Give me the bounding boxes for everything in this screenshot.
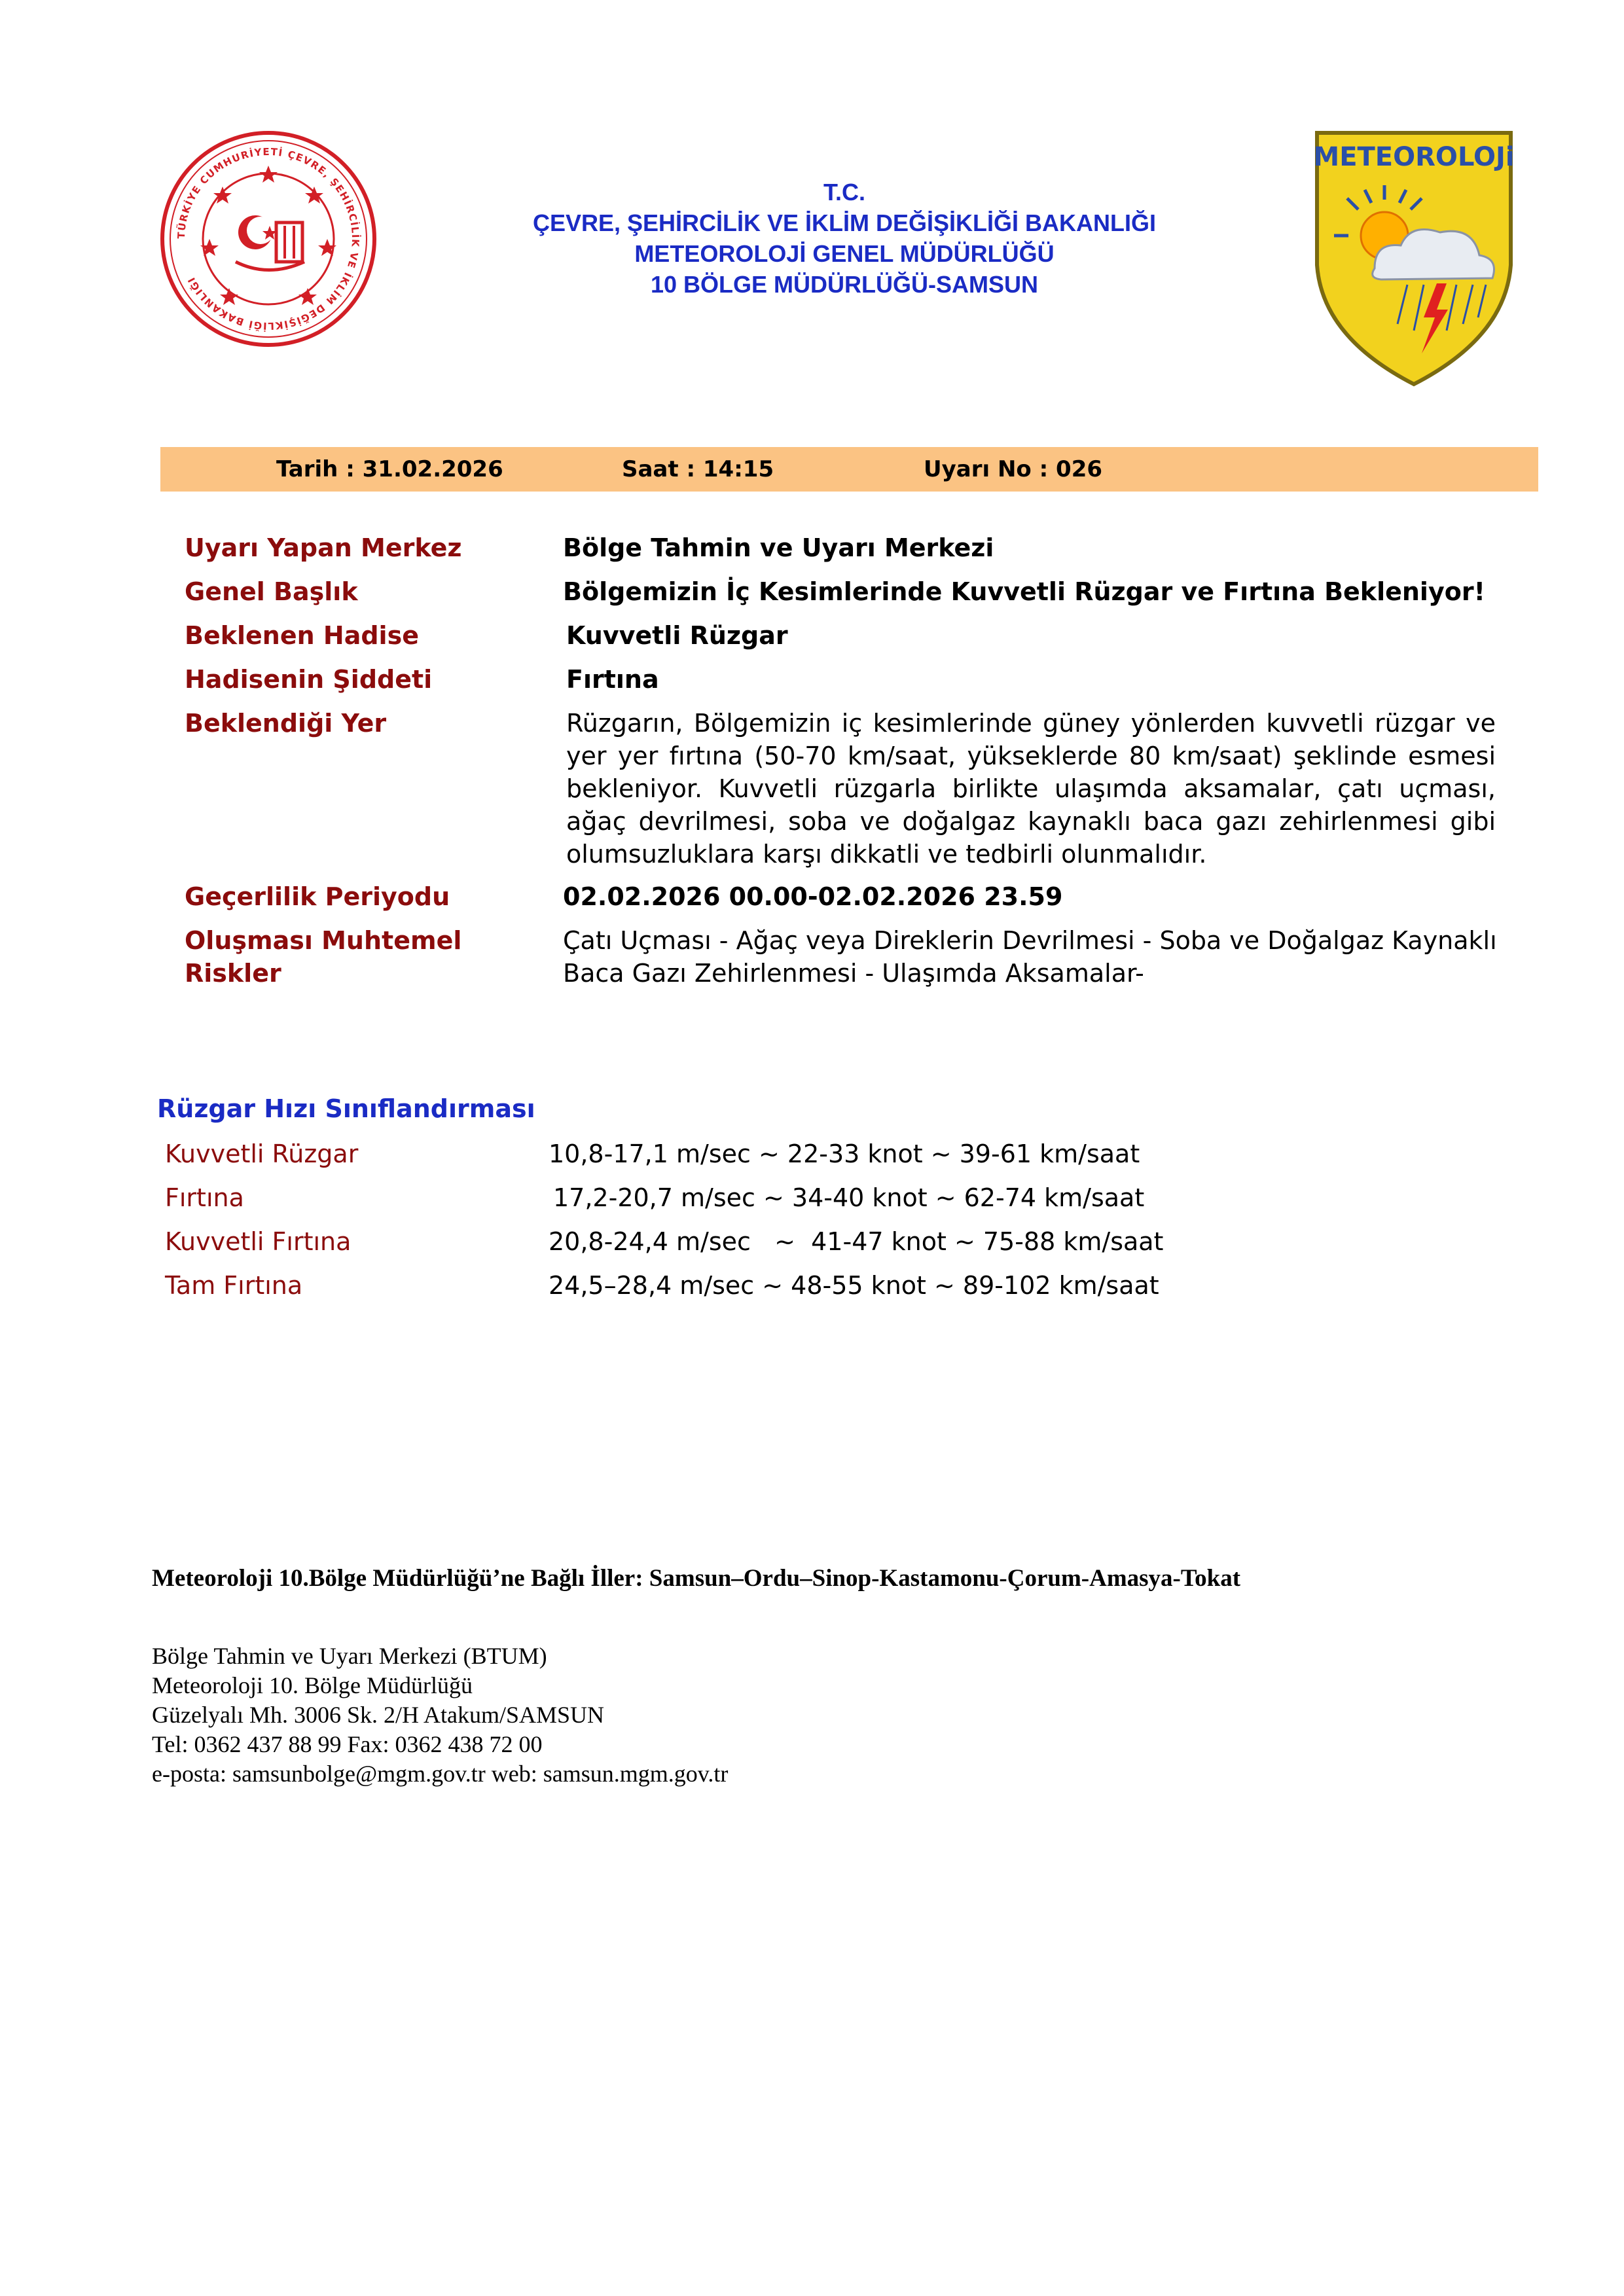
- title-value: Bölgemizin İç Kesimlerinde Kuvvetli Rüzgar ve Fırtına Bekleniyor!: [563, 577, 1485, 606]
- footer-line-center: Bölge Tahmin ve Uyarı Merkezi (BTUM): [152, 1643, 547, 1669]
- warning-date: Tarih : 31.02.2026: [276, 456, 503, 482]
- emblem-title-text: METEOROLOJi: [1313, 142, 1515, 172]
- classification-title: Rüzgar Hızı Sınıflandırması: [157, 1094, 535, 1123]
- risks-line-1: Çatı Uçması - Ağaç veya Direklerin Devrilmesi - Soba ve Doğalgaz Kaynaklı: [563, 926, 1497, 955]
- footer-line-address: Güzelyalı Mh. 3006 Sk. 2/H Atakum/SAMSUN: [152, 1702, 605, 1728]
- validity-label: Geçerlilik Periyodu: [185, 882, 450, 911]
- classification-name-strong-storm: Kuvvetli Fırtına: [165, 1227, 352, 1256]
- footer-line-directorate: Meteoroloji 10. Bölge Müdürlüğü: [152, 1672, 473, 1698]
- warning-number: Uyarı No : 026: [924, 456, 1103, 482]
- event-value: Kuvvetli Rüzgar: [566, 621, 788, 650]
- meteorology-emblem-logo: [1309, 128, 1519, 389]
- classification-name-storm: Fırtına: [165, 1183, 244, 1212]
- warning-time: Saat : 14:15: [622, 456, 774, 482]
- header-line-region: 10 BÖLGE MÜDÜRLÜĞÜ-SAMSUN: [650, 271, 1038, 298]
- center-value: Bölge Tahmin ve Uyarı Merkezi: [563, 533, 994, 562]
- title-label: Genel Başlık: [185, 577, 358, 606]
- header-line-directorate: METEOROLOJİ GENEL MÜDÜRLÜĞÜ: [634, 240, 1055, 267]
- header-line-tc: T.C.: [823, 179, 865, 206]
- severity-value: Fırtına: [566, 665, 659, 694]
- classification-name-full-storm: Tam Fırtına: [165, 1271, 303, 1300]
- location-label: Beklendiği Yer: [185, 709, 387, 738]
- classification-value-full-storm: 24,5–28,4 m/sec ~ 48-55 knot ~ 89-102 km/saat: [549, 1271, 1159, 1300]
- footer-line-contact: e-posta: samsunbolge@mgm.gov.tr web: samsun.mgm.gov.tr: [152, 1761, 729, 1787]
- risks-label-line1: Oluşması Muhtemel: [185, 926, 462, 955]
- classification-value-strong-wind: 10,8-17,1 m/sec ~ 22-33 knot ~ 39-61 km/saat: [549, 1139, 1140, 1168]
- center-label: Uyarı Yapan Merkez: [185, 533, 462, 562]
- event-label: Beklenen Hadise: [185, 621, 419, 650]
- validity-value: 02.02.2026 00.00-02.02.2026 23.59: [563, 882, 1063, 911]
- header-line-ministry: ÇEVRE, ŞEHİRCİLİK VE İKLİM DEĞİŞİKLİĞİ BAKANLIĞI: [532, 209, 1157, 236]
- location-paragraph: Rüzgarın, Bölgemizin iç kesimlerinde güney yönlerden kuvvetli rüzgar ve yer yer fırtına (50-70 km/saat, yükseklerde 80 km/saat) şeklinde esmesi bekleniyor. Kuvvetli rüzgarla birlikte ulaşımda aksamalar, çatı uçması, ağaç devrilmesi, soba ve doğalgaz kaynaklı baca gazı zehirlenmesi gibi olumsuzluklara karşı dikkatli ve tedbirli olunmalıdır.: [566, 709, 1496, 869]
- seal-arc-text: TÜRKİYE CUMHURİYETİ ÇEVRE, ŞEHİRCİLİK VE İKLİM DEĞİŞİKLİĞİ BAKANLIĞI: [175, 145, 362, 332]
- warning-meta-bar: [160, 447, 1538, 492]
- ministry-seal-logo: [157, 128, 380, 350]
- risks-label-line2: Riskler: [185, 959, 281, 988]
- classification-value-storm: 17,2-20,7 m/sec ~ 34-40 knot ~ 62-74 km/saat: [553, 1183, 1145, 1212]
- footer-provinces: Meteoroloji 10.Bölge Müdürlüğü’ne Bağlı İller: Samsun–Ordu–Sinop-Kastamonu-Çorum-Amasya-Tokat: [152, 1565, 1241, 1592]
- severity-label: Hadisenin Şiddeti: [185, 665, 433, 694]
- footer-line-phone: Tel: 0362 437 88 99 Fax: 0362 438 72 00: [152, 1731, 543, 1757]
- risks-line-2: Baca Gazı Zehirlenmesi - Ulaşımda Aksamalar-: [563, 959, 1144, 988]
- classification-name-strong-wind: Kuvvetli Rüzgar: [165, 1139, 359, 1168]
- classification-value-strong-storm: 20,8-24,4 m/sec ~ 41-47 knot ~ 75-88 km/saat: [549, 1227, 1164, 1256]
- document-header: [393, 177, 1296, 300]
